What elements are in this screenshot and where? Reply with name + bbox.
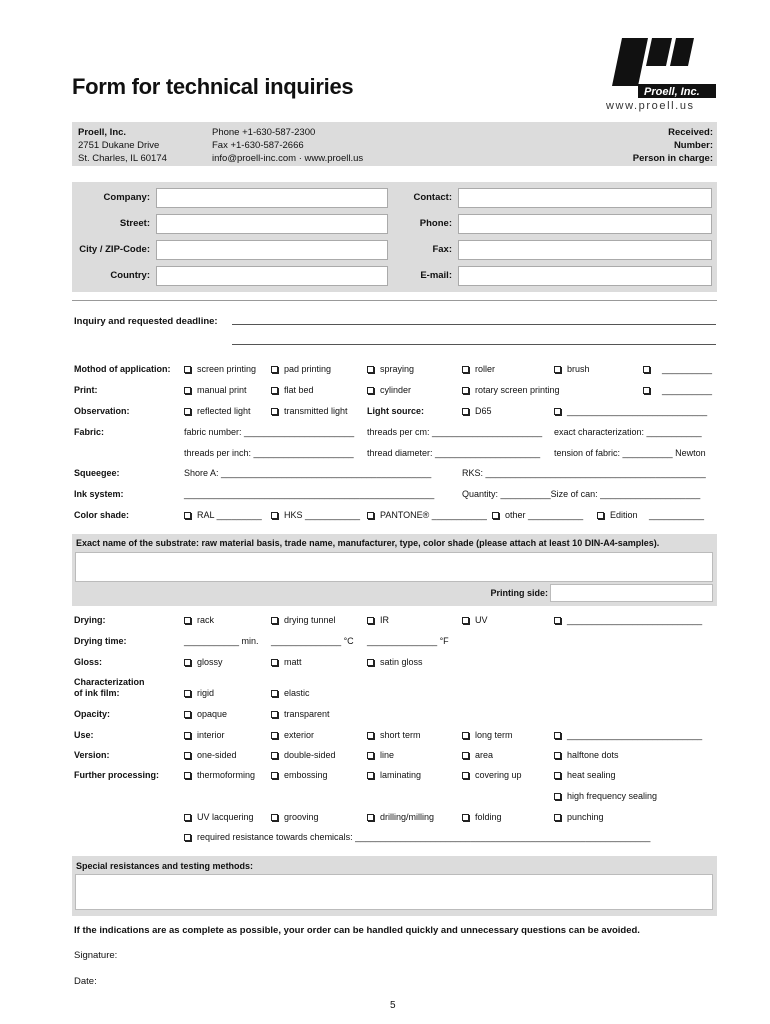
option-label: thermoforming (197, 770, 256, 780)
checkbox-icon (554, 366, 561, 373)
checkbox-icon (462, 732, 469, 739)
option-label: brush (567, 364, 590, 374)
divider (72, 300, 717, 301)
option-label: transmitted light (284, 406, 348, 416)
street-label: Street: (119, 218, 150, 229)
threads-per-inch[interactable]: threads per inch: ____________________ (184, 448, 354, 458)
option-label: manual print (197, 385, 247, 395)
drying-tunnel[interactable] (271, 615, 336, 625)
special-field[interactable] (75, 874, 713, 910)
option-label: punching (567, 812, 604, 822)
color-pantone[interactable] (367, 510, 487, 520)
checkbox-icon (597, 512, 604, 519)
checkbox-icon (462, 366, 469, 373)
checkbox-icon (184, 752, 191, 759)
proc-punching[interactable] (554, 812, 604, 822)
option-label: halftone dots (567, 750, 619, 760)
squeegee-label: Squeegee: (74, 468, 120, 478)
ink-system-label: Ink system: (74, 489, 124, 499)
option-label: D65 (475, 406, 492, 416)
fabric-label: Fabric: (74, 427, 105, 437)
option-label: exterior (284, 730, 315, 740)
light-other[interactable] (554, 406, 707, 416)
option-label: short term (380, 730, 421, 740)
substrate-title: Exact name of the substrate: raw material basis, trade name, manufacturer, type, color shade (please attach at least 10 DIN-A4-samples). (76, 538, 660, 548)
checkbox-icon (367, 814, 374, 821)
quantity-size[interactable]: Quantity: __________Size of can: ____________________ (462, 489, 701, 499)
light-source-label: Light source: (367, 406, 425, 416)
print-cylinder[interactable] (367, 385, 411, 395)
option-label: folding (475, 812, 502, 822)
city-field[interactable] (156, 240, 388, 260)
color-ral[interactable] (184, 510, 262, 520)
use-exterior[interactable] (271, 730, 314, 740)
print-other[interactable] (643, 385, 712, 395)
option-label: ____________________________ (567, 406, 708, 416)
proc-embossing[interactable] (271, 770, 328, 780)
substrate-field[interactable] (75, 552, 713, 582)
checkbox-icon (184, 366, 191, 373)
checkbox-icon (184, 617, 191, 624)
gloss-glossy[interactable] (184, 657, 223, 667)
option-label: one-sided (197, 750, 237, 760)
phone-label: Phone: (419, 218, 452, 229)
option-label: PANTONE® ___________ (380, 510, 487, 520)
option-label: cylinder (380, 385, 412, 395)
use-other[interactable] (554, 730, 702, 740)
fax-field[interactable] (458, 240, 712, 260)
header-web: info@proell-inc.com · www.proell.us (212, 153, 364, 164)
observation-label: Observation: (74, 406, 130, 416)
option-label: embossing (284, 770, 328, 780)
option-label: transparent (284, 709, 330, 719)
option-label: other ___________ (505, 510, 584, 520)
option-label: rigid (197, 688, 215, 698)
header-box (72, 122, 717, 166)
thread-diameter[interactable]: thread diameter: _____________________ (367, 448, 541, 458)
option-label: glossy (197, 657, 223, 667)
checkbox-icon (184, 834, 191, 841)
version-one-sided[interactable] (184, 750, 237, 760)
drying-rack[interactable] (184, 615, 214, 625)
drying-time-min[interactable]: ___________ min. (184, 636, 259, 646)
option-label: __________ (662, 385, 713, 395)
header-number: Number: (673, 140, 713, 151)
checkbox-icon (271, 772, 278, 779)
drying-time-c[interactable]: ______________ °C (271, 636, 354, 646)
film-elastic[interactable] (271, 688, 310, 698)
inquiry-line-2[interactable] (232, 344, 716, 345)
header-fax: Fax +1-630-587-2666 (212, 140, 304, 151)
checkbox-icon (367, 732, 374, 739)
checkbox-icon (554, 732, 561, 739)
page-number: 5 (390, 1000, 396, 1011)
color-edition[interactable] (597, 510, 638, 520)
drying-time-f[interactable]: ______________ °F (367, 636, 449, 646)
method-roller[interactable] (462, 364, 495, 374)
checkbox-icon (367, 512, 374, 519)
city-label: City / ZIP-Code: (79, 244, 150, 255)
opacity-transparent[interactable] (271, 709, 330, 719)
checkbox-icon (271, 408, 278, 415)
option-label: laminating (380, 770, 422, 780)
option-label: ___________________________ (567, 615, 703, 625)
checkbox-icon (462, 617, 469, 624)
special-panel (72, 856, 717, 916)
checkbox-icon (554, 814, 561, 821)
option-label: RAL _________ (197, 510, 262, 520)
checkbox-icon (271, 659, 278, 666)
printing-side-label: Printing side: (490, 588, 548, 598)
color-shade-label: Color shade: (74, 510, 130, 520)
header-received: Received: (668, 127, 713, 138)
checkbox-icon (271, 366, 278, 373)
option-label: opaque (197, 709, 228, 719)
checkbox-icon (462, 387, 469, 394)
use-long-term[interactable] (462, 730, 513, 740)
option-label: long term (475, 730, 513, 740)
checkbox-icon (271, 387, 278, 394)
rks[interactable]: RKS: ____________________________________________ (462, 468, 706, 478)
option-label: drying tunnel (284, 615, 336, 625)
contact-label: Contact: (413, 192, 452, 203)
proc-folding[interactable] (462, 812, 502, 822)
checkbox-icon (271, 617, 278, 624)
proc-covering-up[interactable] (462, 770, 522, 780)
checkbox-icon (184, 732, 191, 739)
header-company: Proell, Inc. (78, 127, 127, 138)
drying-ir[interactable] (367, 615, 389, 625)
option-label: flat bed (284, 385, 314, 395)
proc-hf-sealing[interactable] (554, 791, 657, 801)
processing-label: Further processing: (74, 770, 160, 780)
use-interior[interactable] (184, 730, 225, 740)
contact-field[interactable] (458, 188, 712, 208)
option-label: elastic (284, 688, 310, 698)
footer-note: If the indications are as complete as possible, your order can be handled quickly and unnecessary questions can be avoided. (74, 925, 640, 936)
checkbox-icon (271, 711, 278, 718)
tension-of-fabric[interactable]: tension of fabric: __________ Newton (554, 448, 706, 458)
option-label: spraying (380, 364, 415, 374)
gloss-satin[interactable] (367, 657, 423, 667)
option-label: ___________________________ (567, 730, 703, 740)
email-label: E-mail: (420, 270, 452, 281)
option-label: satin gloss (380, 657, 423, 667)
option-label: area (475, 750, 494, 760)
checkbox-icon (643, 387, 650, 394)
checkbox-icon (184, 814, 191, 821)
checkbox-icon (367, 387, 374, 394)
observation-transmitted[interactable] (271, 406, 348, 416)
email-field[interactable] (458, 266, 712, 286)
checkbox-icon (184, 690, 191, 697)
option-label: IR (380, 615, 389, 625)
gloss-label: Gloss: (74, 657, 103, 667)
option-label: interior (197, 730, 225, 740)
checkbox-icon (492, 512, 499, 519)
country-label: Country: (110, 270, 150, 281)
checkbox-icon (271, 752, 278, 759)
fabric-number[interactable]: fabric number: ______________________ (184, 427, 355, 437)
film-label (74, 677, 145, 699)
use-label: Use: (74, 730, 94, 740)
proell-logo (608, 36, 718, 100)
option-label: screen printing (197, 364, 257, 374)
method-brush[interactable] (554, 364, 590, 374)
special-title: Special resistances and testing methods: (76, 861, 254, 871)
option-label: matt (284, 657, 302, 667)
checkbox-icon (367, 659, 374, 666)
drying-uv[interactable] (462, 615, 488, 625)
color-hks[interactable] (271, 510, 360, 520)
proc-laminating[interactable] (367, 770, 421, 780)
option-label: heat sealing (567, 770, 616, 780)
checkbox-icon (462, 752, 469, 759)
checkbox-icon (184, 387, 191, 394)
checkbox-icon (271, 732, 278, 739)
opacity-label: Opacity: (74, 709, 111, 719)
header-person: Person in charge: (632, 153, 713, 164)
opacity-opaque[interactable] (184, 709, 227, 719)
option-label: high frequency sealing (567, 791, 658, 801)
print-manual[interactable] (184, 385, 247, 395)
address-block (72, 182, 717, 292)
checkbox-icon (554, 752, 561, 759)
checkbox-icon (184, 512, 191, 519)
light-d65[interactable] (462, 406, 492, 416)
use-short-term[interactable] (367, 730, 421, 740)
option-label: __________ (662, 364, 713, 374)
option-label: drilling/milling (380, 812, 435, 822)
checkbox-icon (184, 408, 191, 415)
checkbox-icon (367, 752, 374, 759)
option-label: covering up (475, 770, 522, 780)
checkbox-icon (554, 408, 561, 415)
street-field[interactable] (156, 214, 388, 234)
page-title: Form for technical inquiries (72, 74, 354, 99)
checkbox-icon (554, 793, 561, 800)
proc-grooving[interactable] (271, 812, 319, 822)
drying-other[interactable] (554, 615, 702, 625)
method-spraying[interactable] (367, 364, 414, 374)
header-phone: Phone +1-630-587-2300 (212, 127, 316, 138)
country-field[interactable] (156, 266, 388, 286)
logo-url: www.proell.us (606, 100, 695, 112)
header-address2: St. Charles, IL 60174 (78, 153, 167, 164)
company-field[interactable] (156, 188, 388, 208)
film-rigid[interactable] (184, 688, 214, 698)
checkbox-icon (184, 659, 191, 666)
checkbox-icon (367, 366, 374, 373)
exact-characterization[interactable]: exact characterization: ___________ (554, 427, 702, 437)
method-other[interactable] (643, 364, 712, 374)
option-label: pad printing (284, 364, 332, 374)
option-label: UV (475, 615, 488, 625)
proc-chemicals[interactable] (184, 832, 650, 842)
checkbox-icon (367, 617, 374, 624)
shore-a[interactable]: Shore A: __________________________________________ (184, 468, 432, 478)
version-area[interactable] (462, 750, 493, 760)
inquiry-line-1[interactable] (232, 324, 716, 325)
checkbox-icon (271, 690, 278, 697)
ink-system-line[interactable]: __________________________________________________ (184, 489, 435, 499)
inquiry-label: Inquiry and requested deadline: (74, 316, 218, 327)
method-label: Mothod of application: (74, 364, 171, 374)
option-label: line (380, 750, 395, 760)
proc-heat-sealing[interactable] (554, 770, 616, 780)
checkbox-icon (643, 366, 650, 373)
option-label: reflected light (197, 406, 251, 416)
option-label: UV lacquering (197, 812, 254, 822)
observation-reflected[interactable] (184, 406, 251, 416)
option-label: rack (197, 615, 215, 625)
edition-line[interactable]: ___________ (649, 510, 705, 520)
checkbox-icon (554, 772, 561, 779)
checkbox-icon (462, 814, 469, 821)
option-label: rotary screen printing (475, 385, 560, 395)
checkbox-icon (462, 772, 469, 779)
print-flat-bed[interactable] (271, 385, 314, 395)
gloss-matt[interactable] (271, 657, 302, 667)
checkbox-icon (184, 772, 191, 779)
threads-per-cm[interactable]: threads per cm: ______________________ (367, 427, 543, 437)
color-other[interactable] (492, 510, 583, 520)
checkbox-icon (184, 711, 191, 718)
version-halftone[interactable] (554, 750, 619, 760)
checkbox-icon (367, 772, 374, 779)
drying-label: Drying: (74, 615, 106, 625)
version-double-sided[interactable] (271, 750, 336, 760)
option-label: roller (475, 364, 496, 374)
film-label-line1: Characterization (74, 677, 145, 687)
signature-label: Signature: (74, 950, 118, 961)
print-label: Print: (74, 385, 98, 395)
film-label-line2: of ink film: (74, 688, 120, 698)
checkbox-icon (462, 408, 469, 415)
checkbox-icon (554, 617, 561, 624)
proc-uv-lacquering[interactable] (184, 812, 254, 822)
version-label: Version: (74, 750, 110, 760)
option-label: grooving (284, 812, 319, 822)
checkbox-icon (271, 814, 278, 821)
substrate-panel (72, 534, 717, 606)
checkbox-icon (271, 512, 278, 519)
company-label: Company: (103, 192, 150, 203)
date-label: Date: (74, 976, 97, 987)
option-label: HKS ___________ (284, 510, 361, 520)
drying-time-label: Drying time: (74, 636, 127, 646)
fax-label: Fax: (432, 244, 452, 255)
method-screen-printing[interactable] (184, 364, 256, 374)
print-rotary[interactable] (462, 385, 560, 395)
proc-drilling[interactable] (367, 812, 434, 822)
version-line[interactable] (367, 750, 394, 760)
phone-field[interactable] (458, 214, 712, 234)
svg-text:Proell, Inc.: Proell, Inc. (644, 86, 700, 98)
method-pad-printing[interactable] (271, 364, 331, 374)
header-address1: 2751 Dukane Drive (78, 140, 160, 151)
option-label: double-sided (284, 750, 336, 760)
option-label: Edition (610, 510, 638, 520)
proc-thermoforming[interactable] (184, 770, 255, 780)
printing-side-field[interactable] (550, 584, 713, 602)
option-label: required resistance towards chemicals: ___________________________________________________________ (197, 832, 651, 842)
